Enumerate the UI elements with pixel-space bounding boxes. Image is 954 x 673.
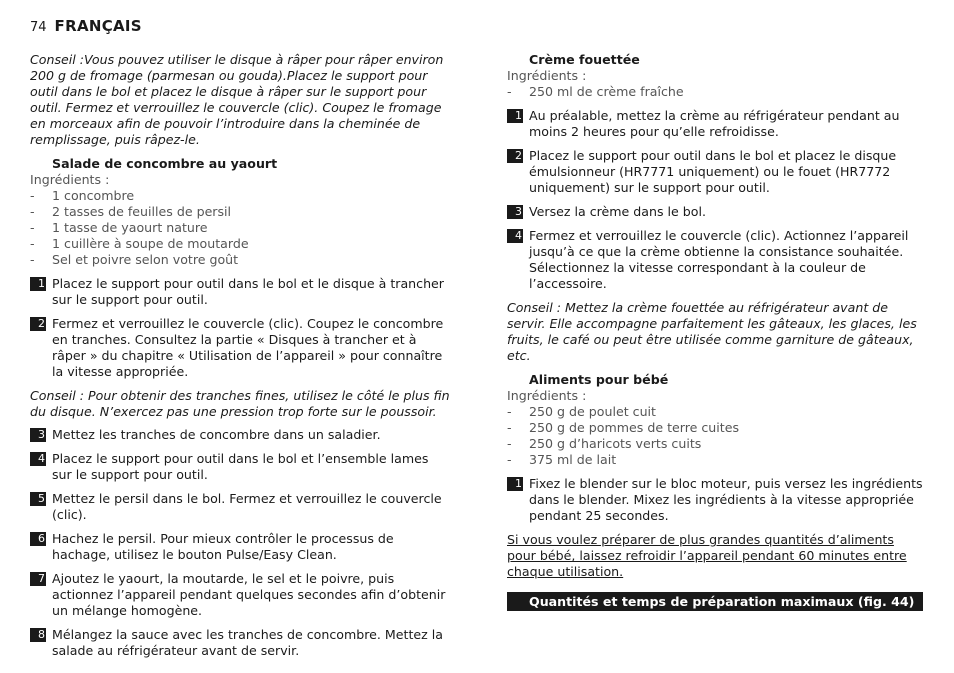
step (30, 627, 450, 659)
step (30, 427, 450, 443)
step (507, 476, 925, 524)
ingredients-label: Ingrédients : (507, 68, 587, 83)
ingredient-item: - 1 tasse de yaourt nature (30, 220, 208, 235)
step (507, 148, 925, 196)
step-number: 3 (507, 205, 523, 219)
ingredient-item: - 250 ml de crème fraîche (507, 84, 684, 99)
step-text: Fermez et verrouillez le couvercle (clic). Actionnez l’appareil jusqu’à ce que la crème obtienne la consistance souhaitée. Sélectionnez la vitesse correspondant à la couleur de l’accessoire. (529, 228, 909, 291)
ingredient-item: - 250 g de pommes de terre cuites (507, 420, 740, 435)
ingredients-list (30, 188, 450, 268)
step-text: Mettez les tranches de concombre dans un saladier. (52, 427, 381, 442)
step-number: 1 (507, 477, 523, 491)
step-number: 4 (30, 452, 46, 466)
step-text: Mettez le persil dans le bol. Fermez et verrouillez le couvercle (clic). (52, 491, 442, 522)
page-header (30, 17, 142, 35)
step-text: Placez le support pour outil dans le bol et l’ensemble lames sur le support pour outil. (52, 451, 429, 482)
ingredient-item: - 375 ml de lait (507, 452, 617, 467)
step-number: 1 (507, 109, 523, 123)
step-number: 3 (30, 428, 46, 442)
step (30, 531, 450, 563)
warning-text: Si vous voulez préparer de plus grandes quantités d’aliments pour bébé, laissez refroidir l’appareil pendant 60 minutes entre chaque utilisation. (507, 532, 907, 579)
step-text: Au préalable, mettez la crème au réfrigérateur pendant au moins 2 heures pour qu’elle refroidisse. (529, 108, 900, 139)
step-text: Versez la crème dans le bol. (529, 204, 707, 219)
step (507, 228, 925, 292)
step-text: Fermez et verrouillez le couvercle (clic). Coupez le concombre en tranches. Consultez la partie « Disques à trancher et à râper » du chapitre « Utilisation de l’appareil » pour connaître la vitesse appropriée. (52, 316, 444, 379)
step-number: 1 (30, 277, 46, 291)
tip-slicing: Conseil : Pour obtenir des tranches fines, utilisez le côté le plus fin du disque. N’exercez pas une pression trop forte sur le poussoir. (30, 388, 450, 419)
step (30, 571, 450, 619)
step (30, 491, 450, 523)
right-column (507, 52, 925, 611)
ingredients-list (507, 84, 925, 100)
step-text: Placez le support pour outil dans le bol et placez le disque émulsionneur (HR7771 uniquement) ou le fouet (HR7772 uniquement) sur le support pour outil. (529, 148, 897, 195)
ingredients-list (507, 404, 925, 468)
ingredient-item: - 1 cuillère à soupe de moutarde (30, 236, 249, 251)
step-number: 2 (507, 149, 523, 163)
recipe-title-whipped-cream: Crème fouettée (529, 52, 640, 67)
section-banner: Quantités et temps de préparation maximaux (fig. 44) (507, 592, 923, 611)
ingredient-item: - 250 g d’haricots verts cuits (507, 436, 702, 451)
step (30, 451, 450, 483)
page-number: 74 (30, 20, 47, 35)
step-number: 6 (30, 532, 46, 546)
left-column (30, 52, 450, 667)
step-number: 4 (507, 229, 523, 243)
step (30, 276, 450, 308)
recipe-title-cucumber-salad: Salade de concombre au yaourt (52, 156, 278, 171)
step-text: Hachez le persil. Pour mieux contrôler le processus de hachage, utilisez le bouton Pulse/Easy Clean. (52, 531, 394, 562)
recipe-title-baby-food: Aliments pour bébé (529, 372, 669, 387)
ingredient-item: - 1 concombre (30, 188, 135, 203)
step (507, 108, 925, 140)
step (507, 204, 925, 220)
step-number: 2 (30, 317, 46, 331)
step-text: Ajoutez le yaourt, la moutarde, le sel et le poivre, puis actionnez l’appareil pendant quelques secondes afin d’obtenir un mélange homogène. (52, 571, 446, 618)
language-title: FRANÇAIS (54, 17, 142, 35)
ingredient-item: - 2 tasses de feuilles de persil (30, 204, 232, 219)
step-number: 8 (30, 628, 46, 642)
step (30, 316, 450, 380)
step-text: Placez le support pour outil dans le bol et le disque à trancher sur le support pour outil. (52, 276, 444, 307)
tip-whipped-cream: Conseil : Mettez la crème fouettée au réfrigérateur avant de servir. Elle accompagne parfaitement les gâteaux, les glaces, les fruits, le café ou peut être utilisée comme garniture de gâteaux, etc. (507, 300, 917, 363)
ingredients-label: Ingrédients : (507, 388, 587, 403)
ingredient-item: - 250 g de poulet cuit (507, 404, 656, 419)
ingredients-label: Ingrédients : (30, 172, 110, 187)
step-number: 5 (30, 492, 46, 506)
step-text: Fixez le blender sur le bloc moteur, puis versez les ingrédients dans le blender. Mixez les ingrédients à la vitesse appropriée pendant 25 secondes. (529, 476, 923, 523)
tip-grating: Conseil :Vous pouvez utiliser le disque à râper pour râper environ 200 g de fromage (parmesan ou gouda).Placez le support pour outil dans le bol et placez le disque à râper sur le support pour outil. Fermez et verrouillez le couvercle (clic). Coupez le fromage en morceaux afin de pouvoir l’introduire dans la cheminée de remplissage, puis râpez-le. (30, 52, 444, 147)
step-text: Mélangez la sauce avec les tranches de concombre. Mettez la salade au réfrigérateur avant de servir. (52, 627, 443, 658)
ingredient-item: - Sel et poivre selon votre goût (30, 252, 239, 267)
step-number: 7 (30, 572, 46, 586)
